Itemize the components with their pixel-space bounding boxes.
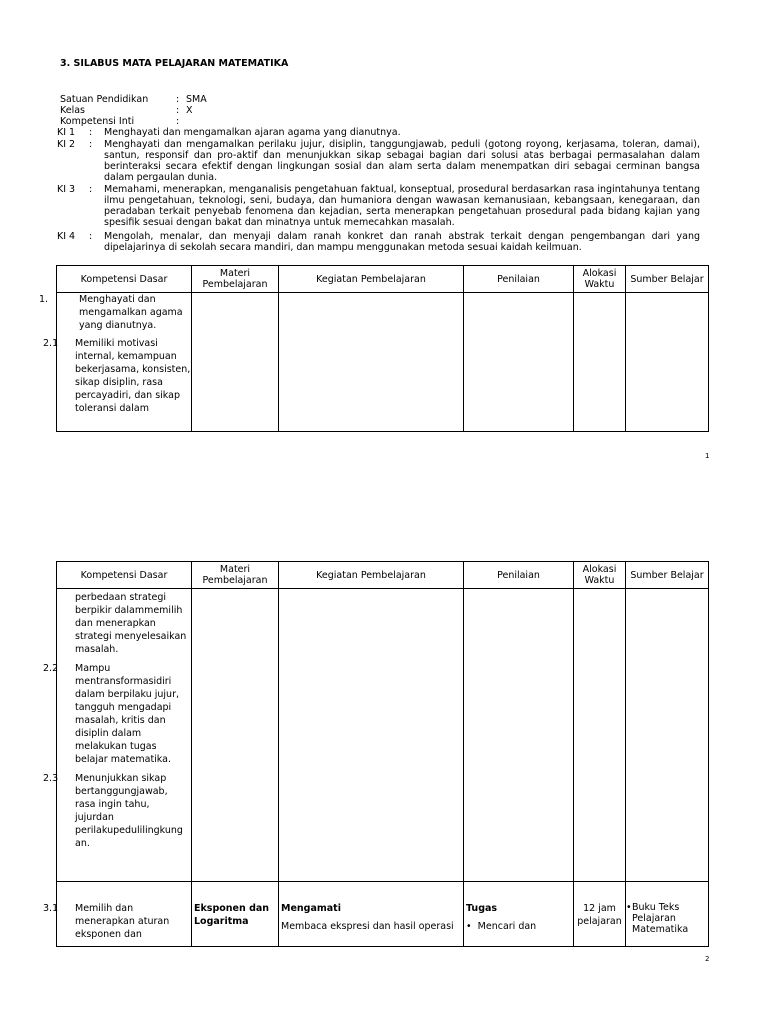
kd-cell xyxy=(43,882,192,947)
header-sumber: Sumber Belajar xyxy=(626,562,709,589)
sumber-item: • Buku Teks Pelajaran Matematika xyxy=(626,902,689,935)
header-kompetensi-dasar: Kompetensi Dasar xyxy=(57,562,192,589)
header-kegiatan: Kegiatan Pembelajaran xyxy=(279,562,464,589)
syllabus-table-page1 xyxy=(39,265,709,432)
kegiatan-cell xyxy=(279,882,464,947)
header-kegiatan: Kegiatan Pembelajaran xyxy=(279,266,464,293)
header-kompetensi-dasar: Kompetensi Dasar xyxy=(57,266,192,293)
kd-item: 1. Menghayati dan mengamalkan agama yang dianutnya. xyxy=(39,294,183,331)
document-title: 3. SILABUS MATA PELAJARAN MATEMATIKA xyxy=(60,58,289,69)
kd-item: 3.1 Memilih dan menerapkan aturan eksponen dan xyxy=(43,903,170,940)
kd-item: perbedaan strategi berpikir dalammemilih dan menerapkan strategi menyelesaikan masalah. xyxy=(75,592,187,655)
sumber-cell xyxy=(626,589,709,882)
materi-cell xyxy=(192,589,279,882)
kd-item: 2.3 Menunjukkan sikap bertanggungjawab, rasa ingin tahu, jujurdan perilakupedulilingkung an. xyxy=(43,773,183,849)
header-alokasi: Alokasi Waktu xyxy=(574,266,626,293)
meta-colon: : xyxy=(176,94,180,105)
meta-label-ki: Kompetensi Inti xyxy=(60,116,135,127)
page-number: 1 xyxy=(705,452,710,460)
ki-colon: : xyxy=(89,127,93,138)
ki-colon: : xyxy=(89,231,93,242)
meta-colon: : xyxy=(176,116,180,127)
sumber-cell xyxy=(626,293,709,432)
alokasi-value: 12 jam pelajaran xyxy=(577,903,622,927)
header-materi: Materi Pembelajaran xyxy=(192,562,279,589)
alokasi-cell xyxy=(574,589,626,882)
meta-value-kelas: X xyxy=(186,105,193,116)
materi-cell xyxy=(192,882,279,947)
materi-title: Eksponen dan Logaritma xyxy=(194,903,270,927)
ki-text: Memahami, menerapkan, menganalisis pengetahuan faktual, konseptual, prosedural berdasarkan rasa ingintahunya tentang ilmu pengetahuan, teknologi, seni, budaya, dan humaniora dengan wawasan kemanusiaan, kebangsaan, kenegaraan, dan peradaban terkait penyebab fenomena dan kejadian, serta menerapkan pengetahuan prosedural pada bidang kajian yang spesifik sesuai dengan bakat dan minatnya untuk memecahkan masalah. xyxy=(104,184,700,228)
kegiatan-text: Membaca ekspresi dan hasil operasi xyxy=(281,921,454,932)
alokasi-cell xyxy=(574,882,626,947)
header-penilaian: Penilaian xyxy=(464,562,574,589)
ki-label: KI 2 xyxy=(57,139,76,150)
kd-item: 2.1 Memiliki motivasi internal, kemampuan bekerjasama, konsisten, sikap disiplin, rasa percayadiri, dan sikap toleransi dalam xyxy=(43,338,191,414)
materi-cell xyxy=(192,293,279,432)
ki-text: Menghayati dan mengamalkan ajaran agama yang dianutnya. xyxy=(104,127,401,138)
penilaian-cell xyxy=(464,589,574,882)
kegiatan-cell xyxy=(279,293,464,432)
kd-cell xyxy=(43,589,192,882)
header-penilaian: Penilaian xyxy=(464,266,574,293)
ki-label: KI 4 xyxy=(57,231,76,242)
ki-label: KI 3 xyxy=(57,184,76,195)
meta-value-satuan: SMA xyxy=(186,94,207,105)
kegiatan-heading: Mengamati xyxy=(281,903,341,914)
ki-colon: : xyxy=(89,184,93,195)
meta-colon: : xyxy=(176,105,180,116)
ki-text: Mengolah, menalar, dan menyaji dalam ranah konkret dan ranah abstrak terkait dengan pengembangan dari yang dipelajarinya di sekolah secara mandiri, dan mampu menggunakan metoda sesuai kaidah keilmuan. xyxy=(104,231,700,253)
kegiatan-cell xyxy=(279,589,464,882)
meta-label-kelas: Kelas xyxy=(60,105,86,116)
penilaian-heading: Tugas xyxy=(466,903,498,914)
kd-cell xyxy=(39,293,192,432)
header-alokasi: Alokasi Waktu xyxy=(574,562,626,589)
header-materi: Materi Pembelajaran xyxy=(192,266,279,293)
ki-text: Menghayati dan mengamalkan perilaku jujur, disiplin, tanggungjawab, peduli (gotong royong, kerjasama, toleran, damai), santun, responsif dan pro-aktif dan menunjukkan sikap sebagai bagian dari solusi atas berbagai permasalahan dalam berinteraksi secara efektif dengan lingkungan sosial dan alam serta dalam menempatkan diri sebagai cerminan bangsa dalam pergaulan dunia. xyxy=(104,139,700,183)
syllabus-table-page2 xyxy=(43,561,709,947)
ki-label: KI 1 xyxy=(57,127,76,138)
alokasi-cell xyxy=(574,293,626,432)
meta-label-satuan: Satuan Pendidikan xyxy=(60,94,149,105)
page-number: 2 xyxy=(705,955,710,963)
penilaian-cell xyxy=(464,882,574,947)
kd-item: 2.2 Mampu mentransformasidiri dalam berpilaku jujur, tangguh mengadapi masalah, kritis dan disiplin dalam melakukan tugas belajar matematika. xyxy=(43,663,179,765)
penilaian-item: • Mencari dan xyxy=(466,921,537,932)
ki-colon: : xyxy=(89,139,93,150)
penilaian-cell xyxy=(464,293,574,432)
sumber-cell xyxy=(626,882,709,947)
header-sumber: Sumber Belajar xyxy=(626,266,709,293)
